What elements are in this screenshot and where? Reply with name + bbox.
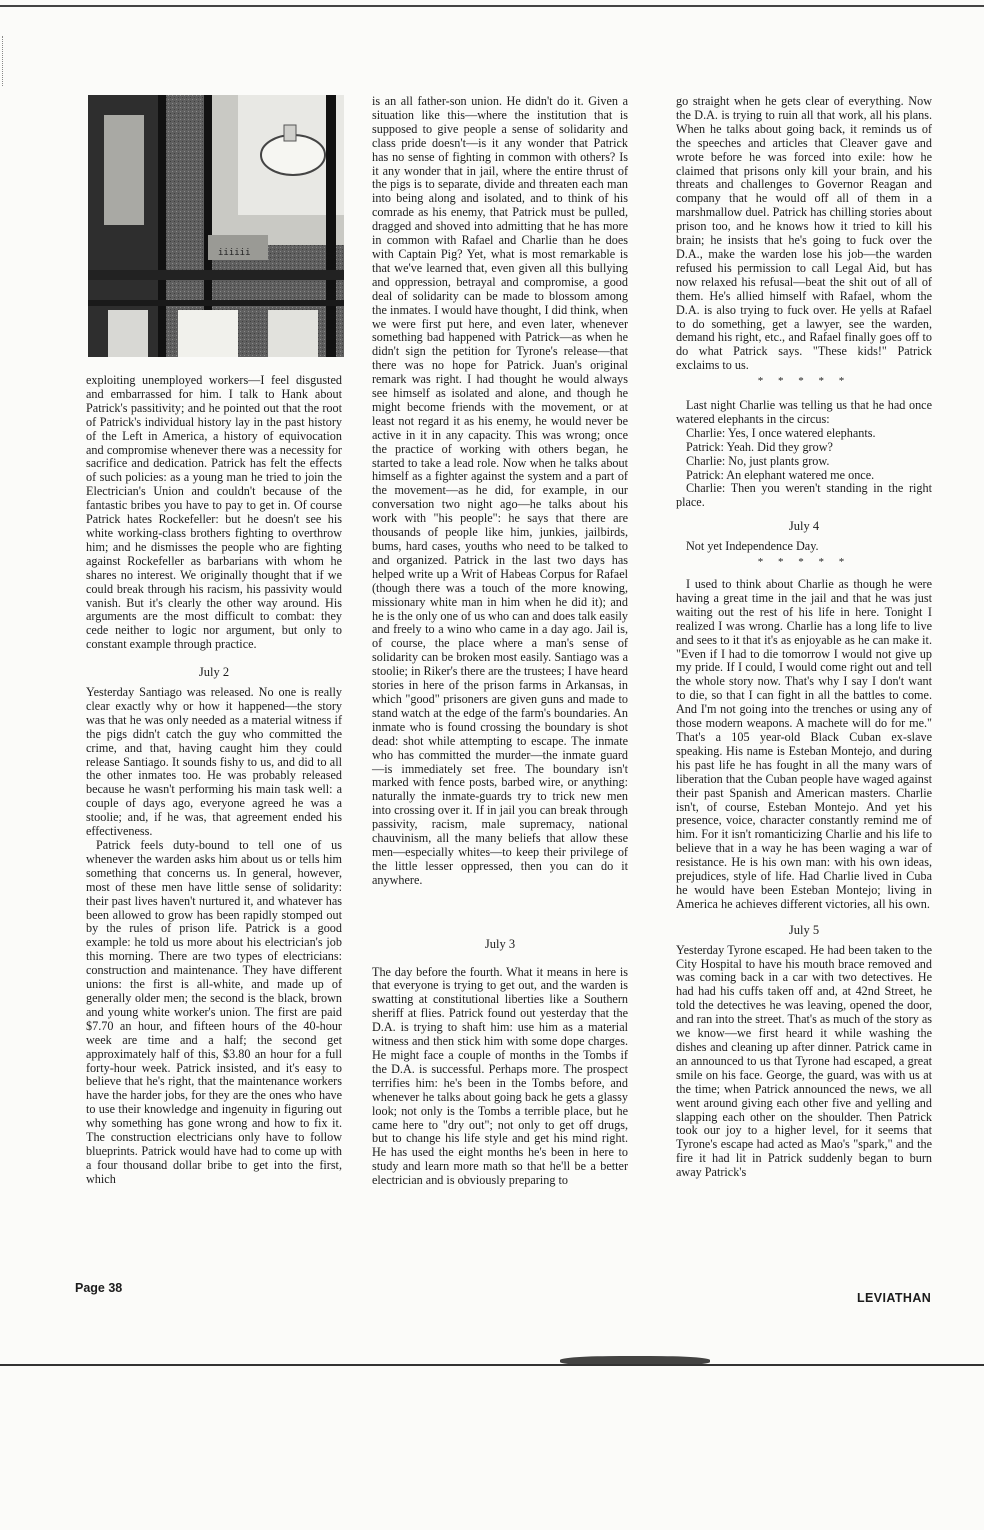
col1-paragraph: exploiting unemployed workers—I feel disgusted and embarrassed for him. I talk to Hank about Patrick's passitivity; and he pointed out that the root of Patrick's individual history lay in the past history of the Left in America, a history of equivocation and compromise whenever there was a necessity for sacrifice and dedication. Patrick has felt the effects of such policies: as a young man he tried to join the Electrician's Union and couldn't because of the fantastic bribes you have to pay to get in. Of course Patrick hates Rockefeller: but he doesn't see his white working-class brothers fighting to overthrow him; and he dismisses the people who are fighting against Rockefeller as barbarians with whom he shares no interest. We originally thought that if we could break through his racism, his passivity would vanish. But it's clearly the other way around. His arguments are the most difficult to combat: they cede neither to logic nor argument, but only to constant example through practice. (86, 373, 342, 652)
margin-marks (2, 36, 13, 86)
col1-paragraph: Patrick feels duty-bound to tell one of us whenever the warden asks him about us or tells him something that concerns us. In general, however, most of these men have little sense of solidarity: their past lives haven't nurtured it, and whatever has been allowed to grow has been rapidly stomped out by the rules of prison life. Patrick is a good example: he told us more about his electrician's job this morning. There are two types of electricians: construction and maintenance. They have different unions: the first is all-white, and made up of generally older men; the second is the black, brown and young white worker's union. The first are paid $7.70 an hour, and fifteen hours of the 40-hour week are time and a half; the second get approximately half of this, $3.80 an hour for a full forty-hour week. Patrick insisted, and it's easy to believe that he's right, that the maintenance workers have the harder jobs, for they are the ones who have to use their knowledge and ingenuity in figuring out why something has gone wrong and how to fix it. The construction electricians only have to follow blueprints. Patrick would have had to come up with a four thousand dollar bribe to get into the first, which (86, 838, 342, 1186)
dialogue-line: Charlie: Then you weren't standing in the right place. (676, 481, 932, 510)
top-rule (0, 5, 984, 7)
col3-line: Not yet Independence Day. (686, 539, 819, 554)
col3-paragraph: go straight when he gets clear of everything. Now the D.A. is trying to ruin all that work, all his plans. When he talks about going back, it reminds us of the speeches and articles that Cleaver gave and wrote before he was forced into exile: how he claimed that prisons only kill your brain, and his threats and challenges to Governor Reagan and company that he would off all of them in a marshmallow duel. Patrick has chilling stories about prison too, and he knows how it tried to kill his brain; he insists that he's going to fuck over the D.A., make the warden lose his job—the warden refused his permission to call Legal Aid, but has now relaxed his refusal—beat the shit out of all of them. He's allied himself with Rafael, whom the D.A. is also trying to fuck over. He yells at Rafael to do something, get a lawyer, see the warden, demand his right, etc., and Rafael finally goes off to do what Patrick says. "These kids!" Patrick exclaims to us. (676, 94, 932, 373)
column-3 (676, 95, 932, 1180)
section-divider-stars: * * * * * (757, 556, 851, 569)
heading-july-3: July 3 (484, 936, 516, 951)
bottom-rule (0, 1364, 984, 1366)
heading-july-5: July 5 (788, 922, 820, 937)
col3-paragraph: Yesterday Tyrone escaped. He had been taken to the City Hospital to have his mouth brace removed and was coming back in a car with two detectives. He had had his cuffs taken off and, at 42nd Street, he told the detectives he was leaving, opened the door, and ran into the street. That's as much of the story as we know—we first heard it while washing the dishes and cleaning up after dinner. Patrick came in an announced to us that Tyrone had escaped, a great smile on his face. George, the guard, was with us at the time; when Patrick announced the news, we all went around giving each other five and yelling and slapping each other on the shoulder. Then Patrick took our joy to a higher level, for it seems that Tyrone's escape had acted as Mao's "spark," and the fire it had lit in Patrick suddenly began to burn away Patrick's (676, 942, 932, 1180)
section-divider-stars: * * * * * (757, 375, 851, 388)
page-number: Page 38 (75, 1281, 123, 1295)
dialogue-line: Charlie: Yes, I once watered elephants. (686, 425, 876, 440)
column-1 (86, 374, 342, 1187)
heading-july-4: July 4 (788, 519, 820, 534)
col2-paragraph: is an all father-son union. He didn't do it. Given a situation like this—where the institution that is supposed to give people a sense of solidarity and class pride doesn't—is it any wonder that Patrick has no sense of fighting in common with others? Is it any wonder that in jail, where the entire thrust of the pigs is to separate, divide and threaten each man into being along and isolated, and to think of his comrade as his enemy, that Patrick must be pulled, dragged and shoved into admitting that he has more in common with Rafael and Charlie than he does with Captain Pig? Yet, what is most remarkable is that we've learned that, even given all this bullying and oppression, betrayal and compromise, a good deal of solidarity can be made to blossom among the inmates. I would have thought, I did think, when we were first put here, and even later, whenever something bad happened with Patrick—as when he didn't sign the petition for Tyrone's release—that there was no hope for Patrick. Juan's original remark was right. I had thought he would always see himself as isolated and alone, and though he might become friends with the movement, or at least not regard it as his enemy, he would never be active in it in any capacity. This was wrong; once the practice of working with others began, he started to take a lead role. Now when he talks about himself as a fighter against the system and a part of the movement—as he did, for example, in our conversation two night ago—he talks about his work with "his people": he says that there are thousands of people like him, junkies, jailbirds, bums, hard cases, youths who need to be talked to and organized. Patrick in the last two days has helped write up a Writ of Habeas Corpus for Rafael (though there was a touch of the more knowing, missionary white man in him when he did it); and he is the only one of us who can and does talk easily and freely to a wino who came in a day ago. Jail is, of course, the place where a man's sense of solidarity can be broken most easily. Santiago was a stoolie; in Riker's there are the trustees; I have heard stories in here of the prison farms in Arkansas, in which "good" prisoners are given guns and made to stand watch at the edge of the farm's boundaries. An inmate who is found crossing the boundary is shot dead: shot while attempting to escape. The inmate who has committed the murder—the inmate guard—is immediately set free. The boundary isn't marked with fence posts, barbed wire, or anything: naturally the inmate-guards try to trick new men into crossing over it. If in jail you can break through passivity, racism, male supremacy, national chauvinism, all the many beliefs that allow these men—especially whites—to keep their privilege of the little lesser oppressed, then you can do it anywhere. (372, 94, 628, 887)
col1-paragraph: Yesterday Santiago was released. No one is really clear exactly why or how it happened—the story was that he was only needed as a material witness if the pigs didn't catch the guy who committed the crime, and that, having caught him they could release Santiago. It sounds fishy to us, and did to all the other inmates too. He was probably released because he wasn't performing his main task well: a couple of days ago, everyone agreed he was a stoolie; and, if he was, that agreement ended his effectiveness. (86, 685, 342, 839)
jail-cell-photo (88, 95, 344, 357)
jail-cell-illustration (88, 95, 344, 357)
column-2 (372, 95, 628, 1188)
dialogue-line: Patrick: An elephant watered me once. (686, 467, 875, 482)
col3-paragraph: Last night Charlie was telling us that he had once watered elephants in the circus: (676, 398, 932, 426)
dialogue-line: Charlie: No, just plants grow. (686, 453, 830, 468)
col3-paragraph: I used to think about Charlie as though he were having a great time in the jail and that he was just waiting out the rest of his life in here. Tonight I realized I was wrong. Charlie has a long life to live and sees to it that it's as enjoyable as he can make it. "Even if I had to die tomorrow I would not give up my pride. If I could, I would come right out and tell the whole story now. That's why I say I don't want to die, so that I can fight in all the battles to come. And I'm not going into the trenches or using any of those modern weapons. A machete will do for me." That's a 105 year-old Black Cuban ex-slave speaking. His name is Esteban Montejo, and during his past life he has fought in all the many wars of liberation that the Cuban people have waged against their past Spanish and American masters. Charlie isn't, of course, Esteban Montejo. And yet his presence, voice, character constantly remind me of him. For it isn't romanticizing Charlie and his life to believe that in a way he has been waging a war of resistance. He is his own man: with his own ideas, prejudices, style of life. Had Charlie lived in Cuba he would have been Esteban Montejo; living in America he achieves different victories, all his own. (676, 577, 932, 911)
dialogue-line: Patrick: Yeah. Did they grow? (686, 439, 833, 454)
publication-masthead: LEVIATHAN (857, 1291, 932, 1305)
photo-fixture-text: iiiiii (218, 248, 251, 258)
heading-july-2: July 2 (198, 665, 230, 680)
col2-paragraph: The day before the fourth. What it means in here is that everyone is trying to get out, and the warden is swatting at constitutional liberties like a Southern sheriff at flies. Patrick found out yesterday that the D.A. is trying to shaft him: use him as a material witness and then stick him with some dope charges. He might face a couple of months in the Tombs if the D.A. is successful. Perhaps more. The prospect terrifies him: he's been in the Tombs before, and whenever he talks about going back he gets a glassy look; not only is the Tombs a terrible place, but he came here to "dry out"; not only to get off drugs, but to change his life style and get his mind right. He has used the eight months he's been in here to study and learn more math so that he'll be a better electrician and is obviously preparing to (372, 964, 628, 1188)
